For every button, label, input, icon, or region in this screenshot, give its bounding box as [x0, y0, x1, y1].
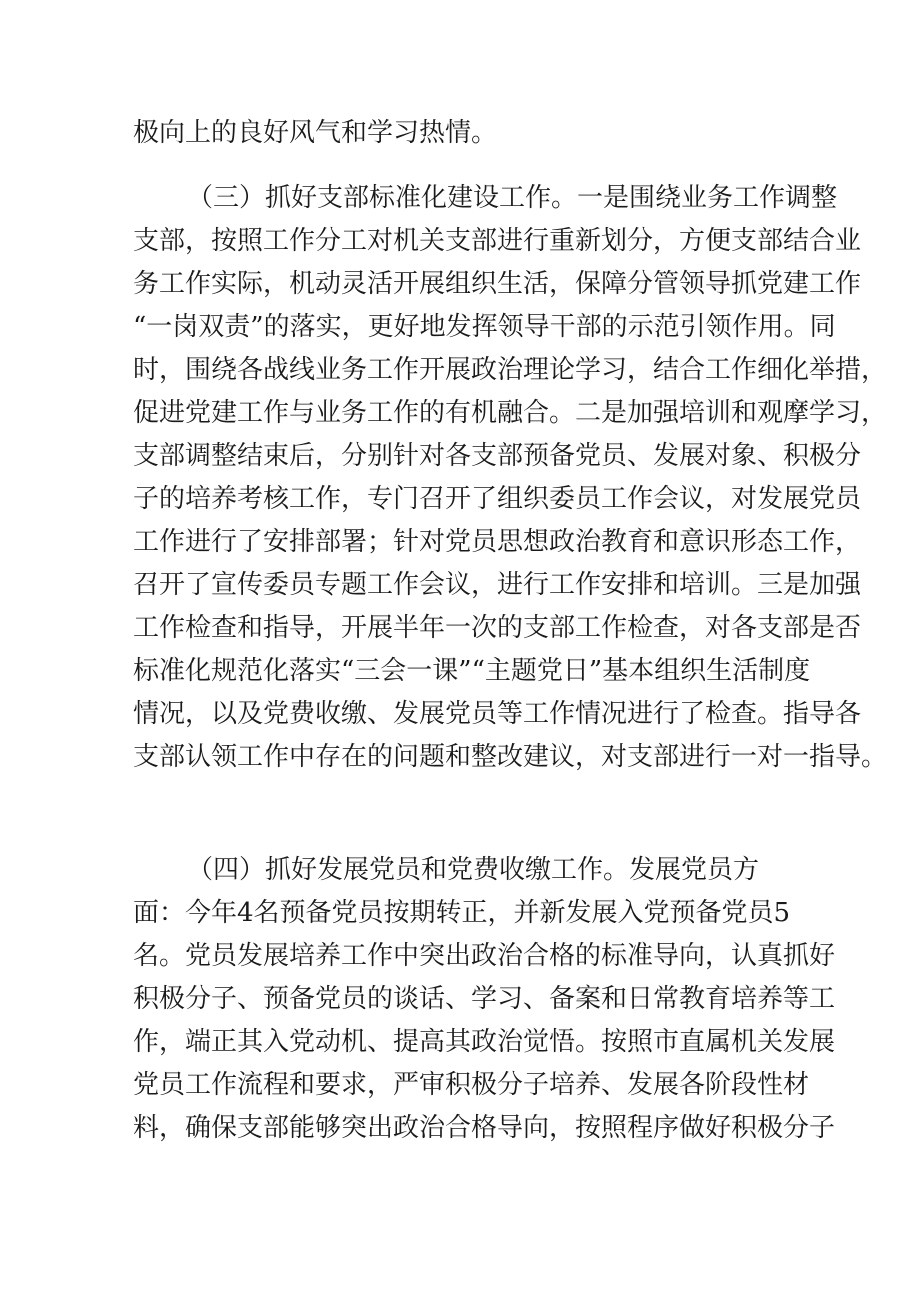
text-line-17: 面：今年4名预备党员按期转正，并新发展入党预备党员5 — [133, 898, 791, 928]
text-line-18: 名。党员发展培养工作中突出政治合格的标准导向，认真抓好 — [133, 941, 836, 971]
text-line-8: 支部调整结束后，分别针对各支部预备党员、发展对象、积极分 — [133, 441, 862, 471]
text-line-4: 务工作实际，机动灵活开展组织生活，保障分管领导抓党建工作 — [133, 269, 862, 299]
text-line-2: （三）抓好支部标准化建设工作。一是围绕业务工作调整 — [187, 183, 838, 213]
text-line-6: 时，围绕各战线业务工作开展政治理论学习，结合工作细化举措， — [133, 355, 888, 385]
text-line-12: 工作检查和指导，开展半年一次的支部工作检查，对各支部是否 — [133, 613, 862, 643]
text-line-20: 作，端正其入党动机、提高其政治觉悟。按照市直属机关发展 — [133, 1027, 836, 1057]
text-line-9: 子的培养考核工作，专门召开了组织委员工作会议，对发展党员 — [133, 484, 862, 514]
text-line-1: 极向上的良好风气和学习热情。 — [133, 118, 498, 148]
text-line-3: 支部，按照工作分工对机关支部进行重新划分，方便支部结合业 — [133, 226, 862, 256]
text-line-22: 料，确保支部能够突出政治合格导向，按照程序做好积极分子 — [133, 1113, 836, 1143]
text-line-16: （四）抓好发展党员和党费收缴工作。发展党员方 — [187, 855, 760, 885]
text-line-5: “一岗双责”的落实，更好地发挥领导干部的示范引领作用。同 — [133, 312, 836, 342]
text-line-14: 情况，以及党费收缴、发展党员等工作情况进行了检查。指导各 — [133, 699, 862, 729]
text-line-10: 工作进行了安排部署；针对党员思想政治教育和意识形态工作， — [133, 527, 862, 557]
text-line-19: 积极分子、预备党员的谈话、学习、备案和日常教育培养等工 — [133, 984, 836, 1014]
text-line-13: 标准化规范化落实“三会一课”“主题党日”基本组织生活制度 — [133, 656, 811, 686]
text-line-7: 促进党建工作与业务工作的有机融合。二是加强培训和观摩学习， — [133, 398, 888, 428]
text-line-15: 支部认领工作中存在的问题和整改建议，对支部进行一对一指导。 — [133, 742, 888, 772]
text-line-11: 召开了宣传委员专题工作会议，进行工作安排和培训。三是加强 — [133, 570, 862, 600]
text-line-21: 党员工作流程和要求，严审积极分子培养、发展各阶段性材 — [133, 1070, 810, 1100]
